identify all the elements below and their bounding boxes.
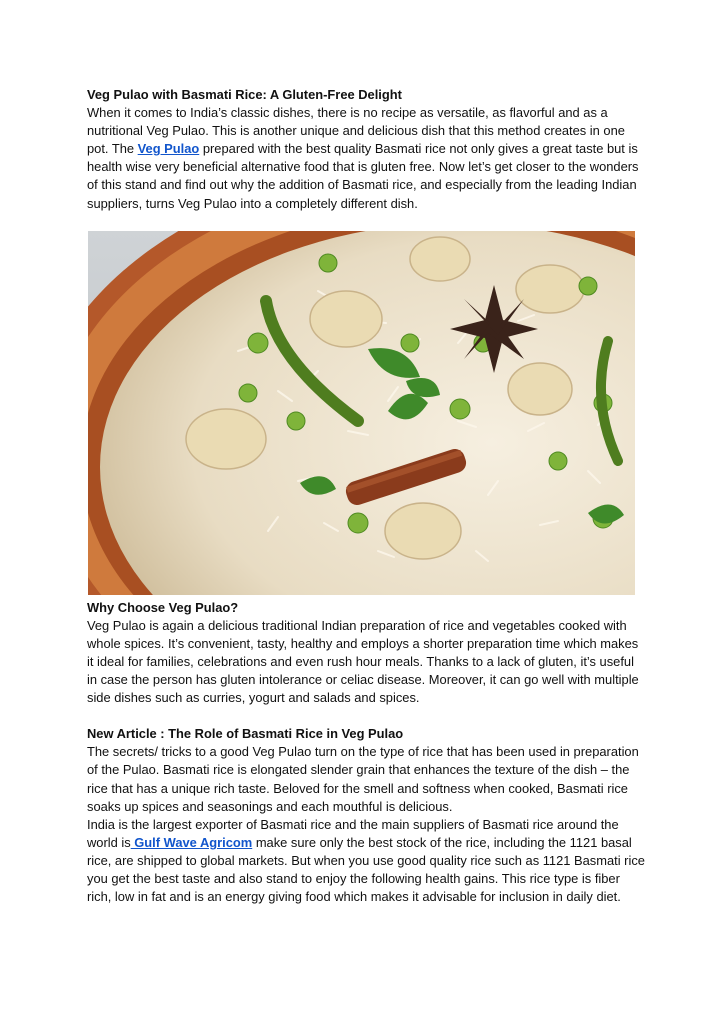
veg-pulao-photo [88, 231, 635, 595]
role-text-end: make sure only the best stock of the rice, including the 1121 basal rice, are shipped to global markets. But when you use good quality rice such as 1121 Basmati rice you get the best taste and also stand to enjoy the following health gains. This rice type is fiber rich, low in fat and is an energy giving food which makes it advisable for inclusion in daily diet. [87, 834, 645, 905]
paragraph-gap [87, 707, 647, 725]
intro-paragraph [87, 104, 647, 213]
intro-text-start: When it comes to India’s classic dishes, there is no recipe as versatile, as flavorful and as a nutritional Veg Pulao. This is another unique and delicious dish that this method creates in one pot. The [87, 105, 625, 157]
section-heading-role: New Article : The Role of Basmati Rice in Veg Pulao [87, 726, 404, 742]
document-page [87, 86, 647, 906]
veg-pulao-link[interactable]: Veg Pulao [137, 141, 200, 157]
section-heading-intro: Veg Pulao with Basmati Rice: A Gluten-Free Delight [87, 87, 402, 102]
intro-text-end: prepared with the best quality Basmati rice not only gives a great taste but is health wise very beneficial alternative food that is gluten free. Now let’s get closer to the wonders of this stand and find out why the addition of Basmati rice, and especially from the leading Indian suppliers, turns Veg Pulao into a completely different dish. [87, 141, 639, 211]
gulf-wave-agricom-link[interactable]: Gulf Wave Agricom [130, 834, 253, 850]
why-paragraph: Veg Pulao is again a delicious traditional Indian preparation of rice and vegetables cooked with whole spices. It’s convenient, tasty, healthy and employs a shorter preparation time which makes it ideal for families, celebrations and even rush hour meals. Thanks to a lack of gluten, it’s useful in case the person has gluten intolerance or celiac disease. Moreover, it can go well with multiple side dishes such as curries, yogurt and salads and spices. [87, 617, 639, 706]
role-text-start: India is the largest exporter of Basmati rice and the main suppliers of Basmati rice around the world is [87, 816, 619, 850]
role-paragraph-2 [87, 816, 647, 906]
role-paragraph-1: The secrets/ tricks to a good Veg Pulao turn on the type of rice that has been used in preparation of the Pulao. Basmati rice is elongated slender grain that enhances the texture of the dish – the rice that has a unique rich taste. Beloved for the smell and softness when cooked, Basmati rice soaks up spices and seasonings and each mouthful is delicious. [87, 744, 639, 814]
section-heading-why: Why Choose Veg Pulao? [87, 599, 239, 615]
